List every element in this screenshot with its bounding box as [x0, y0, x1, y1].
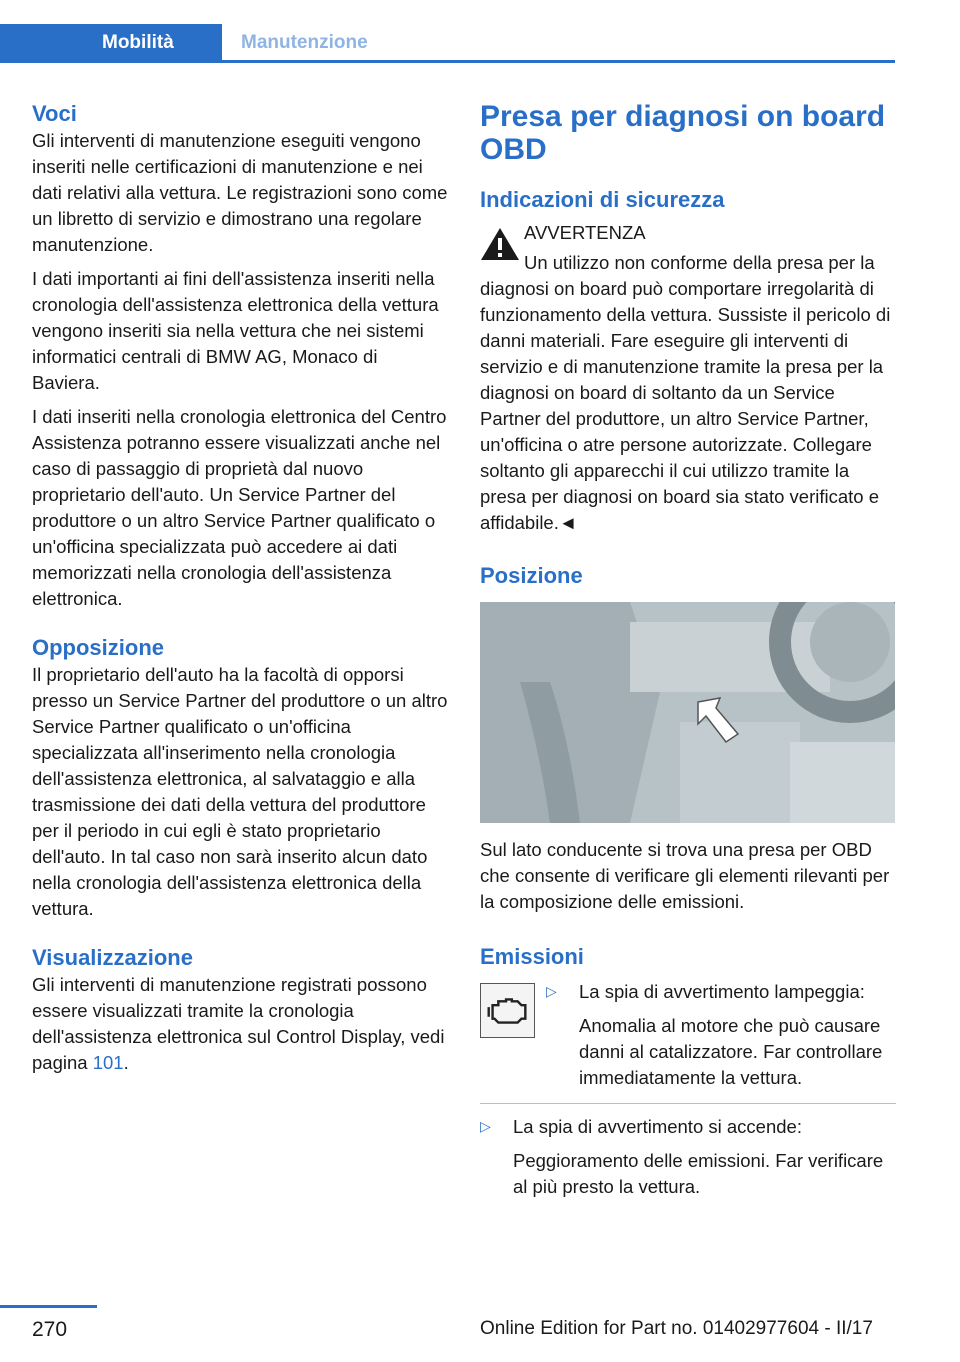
- warning-block: [480, 220, 896, 276]
- emission-bullet-1: [546, 979, 896, 1091]
- header-tab-manutenzione: Manutenzione: [222, 24, 368, 60]
- check-engine-icon: [480, 983, 535, 1038]
- heading-visualizzazione: Visualizzazione: [32, 945, 193, 970]
- page-header: [0, 24, 895, 62]
- heading-sicurezza: Indicazioni di sicurezza: [480, 187, 725, 212]
- emission-2-title: La spia di avvertimento si accende:: [513, 1116, 802, 1137]
- page-number: 270: [32, 1318, 68, 1341]
- header-rule: [0, 60, 895, 63]
- triangle-bullet-icon: ▷: [546, 983, 557, 999]
- section-title-obd: Presa per diagnosi on board OBD: [480, 100, 886, 166]
- emission-item-1: [480, 979, 896, 1091]
- heading-posizione: Posizione: [480, 563, 583, 588]
- posizione-caption: Sul lato conducente si trova una presa per OBD che consente di verificare gli elementi rilevanti per la composizione delle emissioni.: [480, 839, 890, 912]
- voci-paragraph-3: I dati inseriti nella cronologia elettronica del Centro Assistenza potranno essere visualizzati anche nel caso di passaggio di proprietà dal nuovo proprietario dell'auto. Un Service Partner del produttore o un altro Service Partner qualificato o un'officina specializzata può accedere ai dati memorizzati nella cronologia dell'assistenza elettronica.: [32, 406, 447, 609]
- heading-voci: Voci: [32, 101, 77, 126]
- footer-rule: [0, 1305, 97, 1308]
- dashboard-illustration: [480, 602, 895, 823]
- visualizzazione-text: [32, 972, 450, 1076]
- triangle-bullet-icon: ▷: [480, 1118, 491, 1134]
- heading-opposizione: Opposizione: [32, 635, 164, 660]
- emission-1-title: La spia di avvertimento lampeggia:: [579, 981, 865, 1002]
- page-reference-link[interactable]: 101: [92, 1052, 124, 1073]
- footer-edition: Online Edition for Part no. 01402977604 - II/17: [480, 1318, 873, 1339]
- voci-paragraph-1: Gli interventi di manutenzione eseguiti vengono inseriti nelle certificazioni di manutenzione e nei dati relativi alla vettura. Le registrazioni sono come un libretto di servizio e dimostrano una regolare manutenzione.: [32, 130, 448, 255]
- visualizzazione-end: .: [123, 1052, 129, 1073]
- warning-label: AVVERTENZA: [524, 222, 646, 243]
- emission-bullet-2: [480, 1114, 896, 1200]
- bullet-separator: [480, 1103, 896, 1104]
- opposizione-text: Il proprietario dell'auto ha la facoltà di opporsi presso un Service Partner del produttore o un altro Service Partner qualificato o un'officina specializzata all'inserimento nella cronologia dell'assistenza elettronica, al salvataggio e alla trasmissione dei dati della vettura del produttore per il periodo in cui egli è stato proprietario dell'auto. In tal caso non sarà inserito alcun dato nella cronologia dell'assistenza elettronica della vettura.: [32, 664, 448, 919]
- heading-emissioni: Emissioni: [480, 944, 584, 969]
- warning-triangle-icon: [480, 226, 520, 262]
- right-column: [480, 100, 896, 1200]
- emission-1-detail: Anomalia al motore che può causare danni al catalizzatore. Far controllare immediatamente la vettura.: [579, 1015, 883, 1088]
- voci-paragraph-2: I dati importanti ai fini dell'assistenza inseriti nella cronologia dell'assistenza elettronica della vettura vengono inseriti sia nella vettura che nei sistemi informatici centrali di BMW AG, Monaco di Baviera.: [32, 268, 439, 393]
- visualizzazione-body: Gli interventi di manutenzione registrati possono essere visualizzati tramite la cronologia dell'assistenza elettronica sul Control Display, vedi pagina: [32, 974, 445, 1073]
- obd-location-photo: [480, 602, 895, 823]
- left-column: [32, 100, 450, 1076]
- header-tab-mobilita: Mobilità: [0, 24, 222, 60]
- emission-2-detail: Peggioramento delle emissioni. Far verificare al più presto la vettura.: [513, 1150, 884, 1197]
- warning-text: Un utilizzo non conforme della presa per la diagnosi on board può comportare irregolarità di funzionamento della vettura. Sussiste il pericolo di danni materiali. Fare eseguire gli interventi di servizio e di manutenzione tramite la presa per la diagnosi on board di soltanto da un Service Partner del produttore, un altro Service Partner, un'officina o atre persone autorizzate. Collegare soltanto gli apparecchi il cui utilizzo tramite la presa per diagnosi on board sia stato verificato e affidabile.◄: [480, 252, 891, 533]
- warning-text-first: [480, 246, 896, 272]
